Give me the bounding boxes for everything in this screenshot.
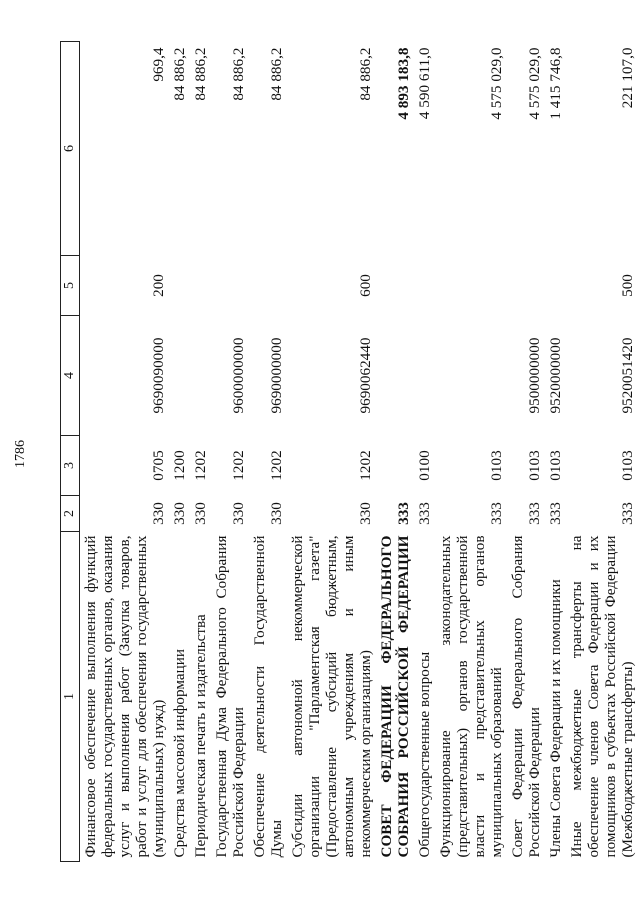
header-col-3: 3 — [61, 436, 80, 496]
row-rzpr: 1202 — [191, 450, 209, 481]
row-rzpr: 1202 — [229, 450, 247, 481]
table-body — [79, 42, 638, 862]
row-name: Совет Федерации Федерального Собрания Российской Федерации — [509, 535, 544, 858]
row-rzpr: 0103 — [619, 450, 637, 481]
row-rzpr: 1202 — [267, 450, 285, 481]
row-csr — [376, 316, 414, 436]
row-name: Государственная Дума Федерального Собрания Российской Федерации — [212, 535, 247, 858]
row-vr: 500 — [619, 274, 637, 297]
row-ved: 330 — [229, 502, 247, 525]
row-ved: 330 — [191, 502, 209, 525]
header-col-2: 2 — [61, 496, 80, 532]
row-rzpr: 1200 — [170, 450, 188, 481]
row-rzpr — [376, 436, 414, 496]
row-ved: 330 — [149, 502, 167, 525]
table-row — [190, 42, 211, 862]
row-name: СОВЕТ ФЕДЕРАЦИИ ФЕДЕРАЛЬНОГО СОБРАНИЯ РОССИЙСКОЙ ФЕДЕРАЦИИ — [377, 535, 412, 858]
table-row — [169, 42, 190, 862]
row-vr — [507, 256, 545, 316]
row-sum: 84 886,2 — [191, 47, 209, 101]
row-ved: 330 — [267, 502, 285, 525]
row-csr — [435, 316, 507, 436]
row-sum: 84 886,2 — [229, 47, 247, 101]
row-csr — [169, 316, 190, 436]
table-header-row — [61, 42, 80, 862]
table-row — [79, 42, 169, 862]
table-row — [376, 42, 414, 862]
row-vr — [435, 256, 507, 316]
table-row — [545, 42, 566, 862]
row-rzpr: 0103 — [488, 450, 506, 481]
row-sum: 4 893 183,8 — [394, 47, 412, 120]
row-sum: 84 886,2 — [356, 47, 374, 101]
row-name: Субсидии автономной некоммерческой организации "Парламентская газета" (Предоставление субсидий бюджетным, автономным учреждениям и иным некоммерческим организациям) — [288, 535, 374, 858]
row-name: Иные межбюджетные трансферты на обеспечение членов Совета Федерации и их помощников в субъектах Российской Федерации (Межбюджетные трансферты) — [568, 535, 637, 858]
row-csr: 9690062440 — [356, 337, 374, 414]
row-name: Функционирование законодательных (представительных) органов государственной власти и представительных органов муниципальных образований — [436, 535, 506, 858]
row-name: Финансовое обеспечение выполнения функций федеральных государственных органов, оказания услуг и выполнения работ (Закупка товаров, работ и услуг для обеспечения государственных (муниципальных) нужд) — [81, 535, 167, 858]
row-csr: 9500000000 — [526, 337, 544, 414]
table-row — [435, 42, 507, 862]
row-name: Обеспечение деятельности Государственной Думы — [250, 535, 285, 858]
row-csr — [190, 316, 211, 436]
row-ved: 333 — [619, 502, 637, 525]
row-csr: 9690000000 — [267, 337, 285, 414]
table-row — [507, 42, 545, 862]
row-sum: 4 575 029,0 — [526, 47, 544, 120]
row-csr — [414, 316, 435, 436]
row-vr — [414, 256, 435, 316]
row-rzpr: 0103 — [526, 450, 544, 481]
budget-table — [60, 41, 638, 862]
row-csr: 9600000000 — [229, 337, 247, 414]
row-sum: 221 107,0 — [619, 47, 637, 109]
table-row — [287, 42, 376, 862]
row-name: Средства массовой информации — [170, 649, 188, 858]
row-vr: 600 — [356, 274, 374, 297]
row-csr: 9690090000 — [149, 337, 167, 414]
header-col-5: 5 — [61, 256, 80, 316]
header-col-6: 6 — [61, 42, 80, 256]
row-rzpr: 0100 — [415, 450, 433, 481]
row-vr — [169, 256, 190, 316]
row-ved: 330 — [356, 502, 374, 525]
row-sum: 969,4 — [149, 47, 167, 82]
table-row — [414, 42, 435, 862]
header-col-1: 1 — [61, 532, 80, 862]
row-vr — [545, 256, 566, 316]
budget-table-container — [60, 42, 637, 862]
row-rzpr: 0705 — [149, 450, 167, 481]
row-sum: 4 575 029,0 — [488, 47, 506, 120]
row-ved: 333 — [488, 502, 506, 525]
row-ved: 330 — [170, 502, 188, 525]
row-ved: 333 — [526, 502, 544, 525]
row-sum: 4 590 611,0 — [415, 47, 433, 120]
row-vr — [376, 256, 414, 316]
row-name: Общегосударственные вопросы — [415, 651, 433, 858]
row-ved: 333 — [394, 502, 412, 525]
table-row — [249, 42, 287, 862]
table-row — [566, 42, 638, 862]
row-rzpr: 0103 — [547, 450, 565, 481]
row-vr: 200 — [149, 274, 167, 297]
row-csr: 9520051420 — [619, 337, 637, 414]
page-number — [13, 440, 29, 468]
row-sum: 1 415 746,8 — [547, 47, 565, 120]
row-rzpr: 1202 — [356, 450, 374, 481]
table-row — [211, 42, 249, 862]
row-vr — [211, 256, 249, 316]
row-name: Члены Совета Федерации и их помощники — [547, 579, 565, 858]
row-csr: 9520000000 — [547, 337, 565, 414]
header-col-4: 4 — [61, 316, 80, 436]
row-vr — [249, 256, 287, 316]
row-ved: 333 — [547, 502, 565, 525]
row-sum: 84 886,2 — [267, 47, 285, 101]
row-sum: 84 886,2 — [170, 47, 188, 101]
row-ved: 333 — [415, 502, 433, 525]
row-name: Периодическая печать и издательства — [191, 614, 209, 858]
page-number-text: 1786 — [13, 440, 28, 468]
row-vr — [190, 256, 211, 316]
